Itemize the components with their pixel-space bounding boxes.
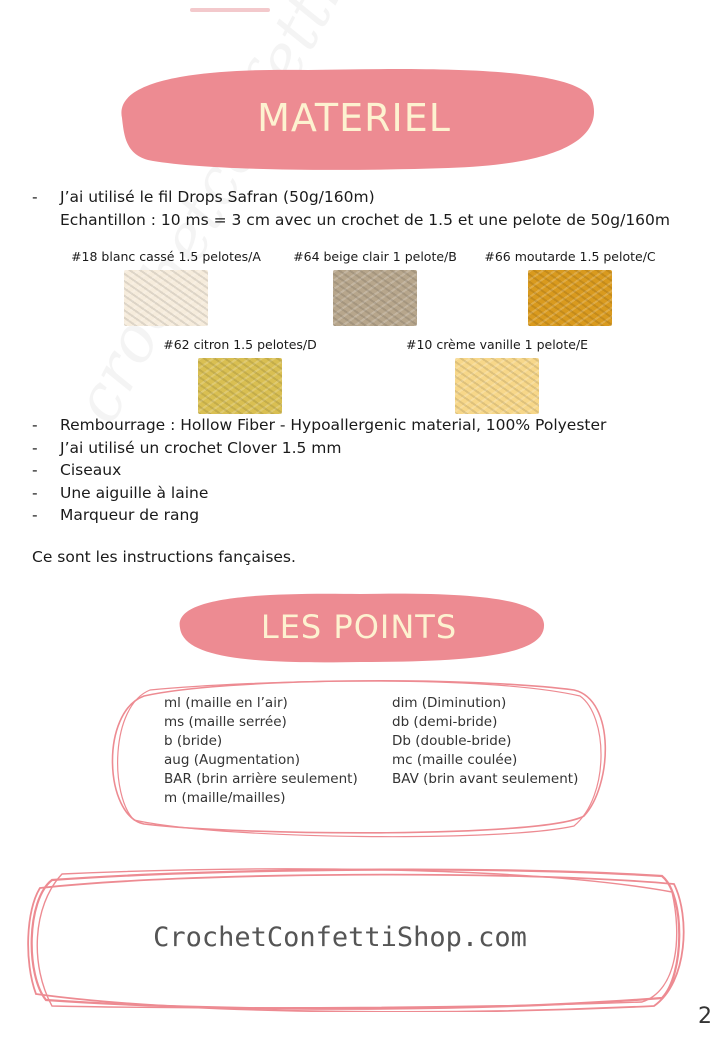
- yarn-label: #18 blanc cassé 1.5 pelotes/A: [71, 249, 261, 264]
- points-title-text: LES POINTS: [260, 608, 458, 646]
- abbreviation: dim (Diminution): [392, 695, 507, 711]
- materiel-items: [32, 414, 606, 527]
- abbreviation: m (maille/mailles): [164, 790, 286, 806]
- abbreviation: BAV (brin avant seulement): [392, 771, 579, 787]
- abbreviation: mc (maille coulée): [392, 752, 518, 768]
- yarn-swatch-b: [290, 249, 460, 326]
- yarn-label: #66 moutarde 1.5 pelote/C: [484, 249, 656, 264]
- yarn-swatch-e: [400, 337, 594, 414]
- yarn-ball-image: [455, 358, 539, 414]
- shop-name: CrochetConfettiShop.com: [153, 922, 527, 953]
- abbreviation: Db (double-bride): [392, 733, 512, 749]
- abbreviation: BAR (brin arrière seulement): [164, 771, 358, 787]
- list-item: - Rembourrage : Hollow Fiber - Hypoallergenic material, 100% Polyester: [32, 416, 607, 434]
- abbreviation: b (bride): [164, 733, 223, 749]
- yarn-swatch-d: [158, 337, 322, 414]
- yarn-label: #62 citron 1.5 pelotes/D: [163, 337, 317, 352]
- yarn-ball-image: [198, 358, 282, 414]
- yarn-ball-image: [124, 270, 208, 326]
- list-item: - Une aiguille à laine: [32, 483, 209, 502]
- yarn-label: #64 beige clair 1 pelote/B: [293, 249, 457, 264]
- abbreviation: db (demi-bride): [392, 714, 498, 730]
- yarn-ball-image: [528, 270, 612, 326]
- yarn-swatch-c: [480, 249, 660, 326]
- yarn-label: #10 crème vanille 1 pelote/E: [405, 337, 589, 352]
- abbreviation: aug (Augmentation): [164, 752, 301, 768]
- yarn-swatch-a: [66, 249, 266, 326]
- materiel-title: [108, 60, 600, 176]
- list-item: Echantillon : 10 ms = 3 cm avec un crochet de 1.5 et une pelote de 50g/160m: [60, 210, 671, 229]
- materiel-title-text: MATERIEL: [257, 96, 451, 140]
- points-title: [170, 588, 548, 666]
- top-stroke: [190, 8, 270, 12]
- abbreviations-right: [392, 694, 578, 789]
- abbreviation: ms (maille serrée): [164, 714, 287, 730]
- list-item: - J’ai utilisé un crochet Clover 1.5 mm: [32, 438, 342, 457]
- list-item: - Marqueur de rang: [32, 506, 200, 524]
- materiel-intro: [32, 186, 670, 231]
- instructions-note: Ce sont les instructions fançaises.: [32, 548, 296, 566]
- page-number: 2: [698, 1004, 712, 1029]
- abbreviation: ml (maille en l’air): [164, 695, 288, 711]
- yarn-ball-image: [333, 270, 417, 326]
- list-item: - J’ai utilisé le fil Drops Safran (50g/160m): [32, 188, 375, 206]
- abbreviations-left: [164, 694, 358, 808]
- list-item: - Ciseaux: [32, 461, 122, 479]
